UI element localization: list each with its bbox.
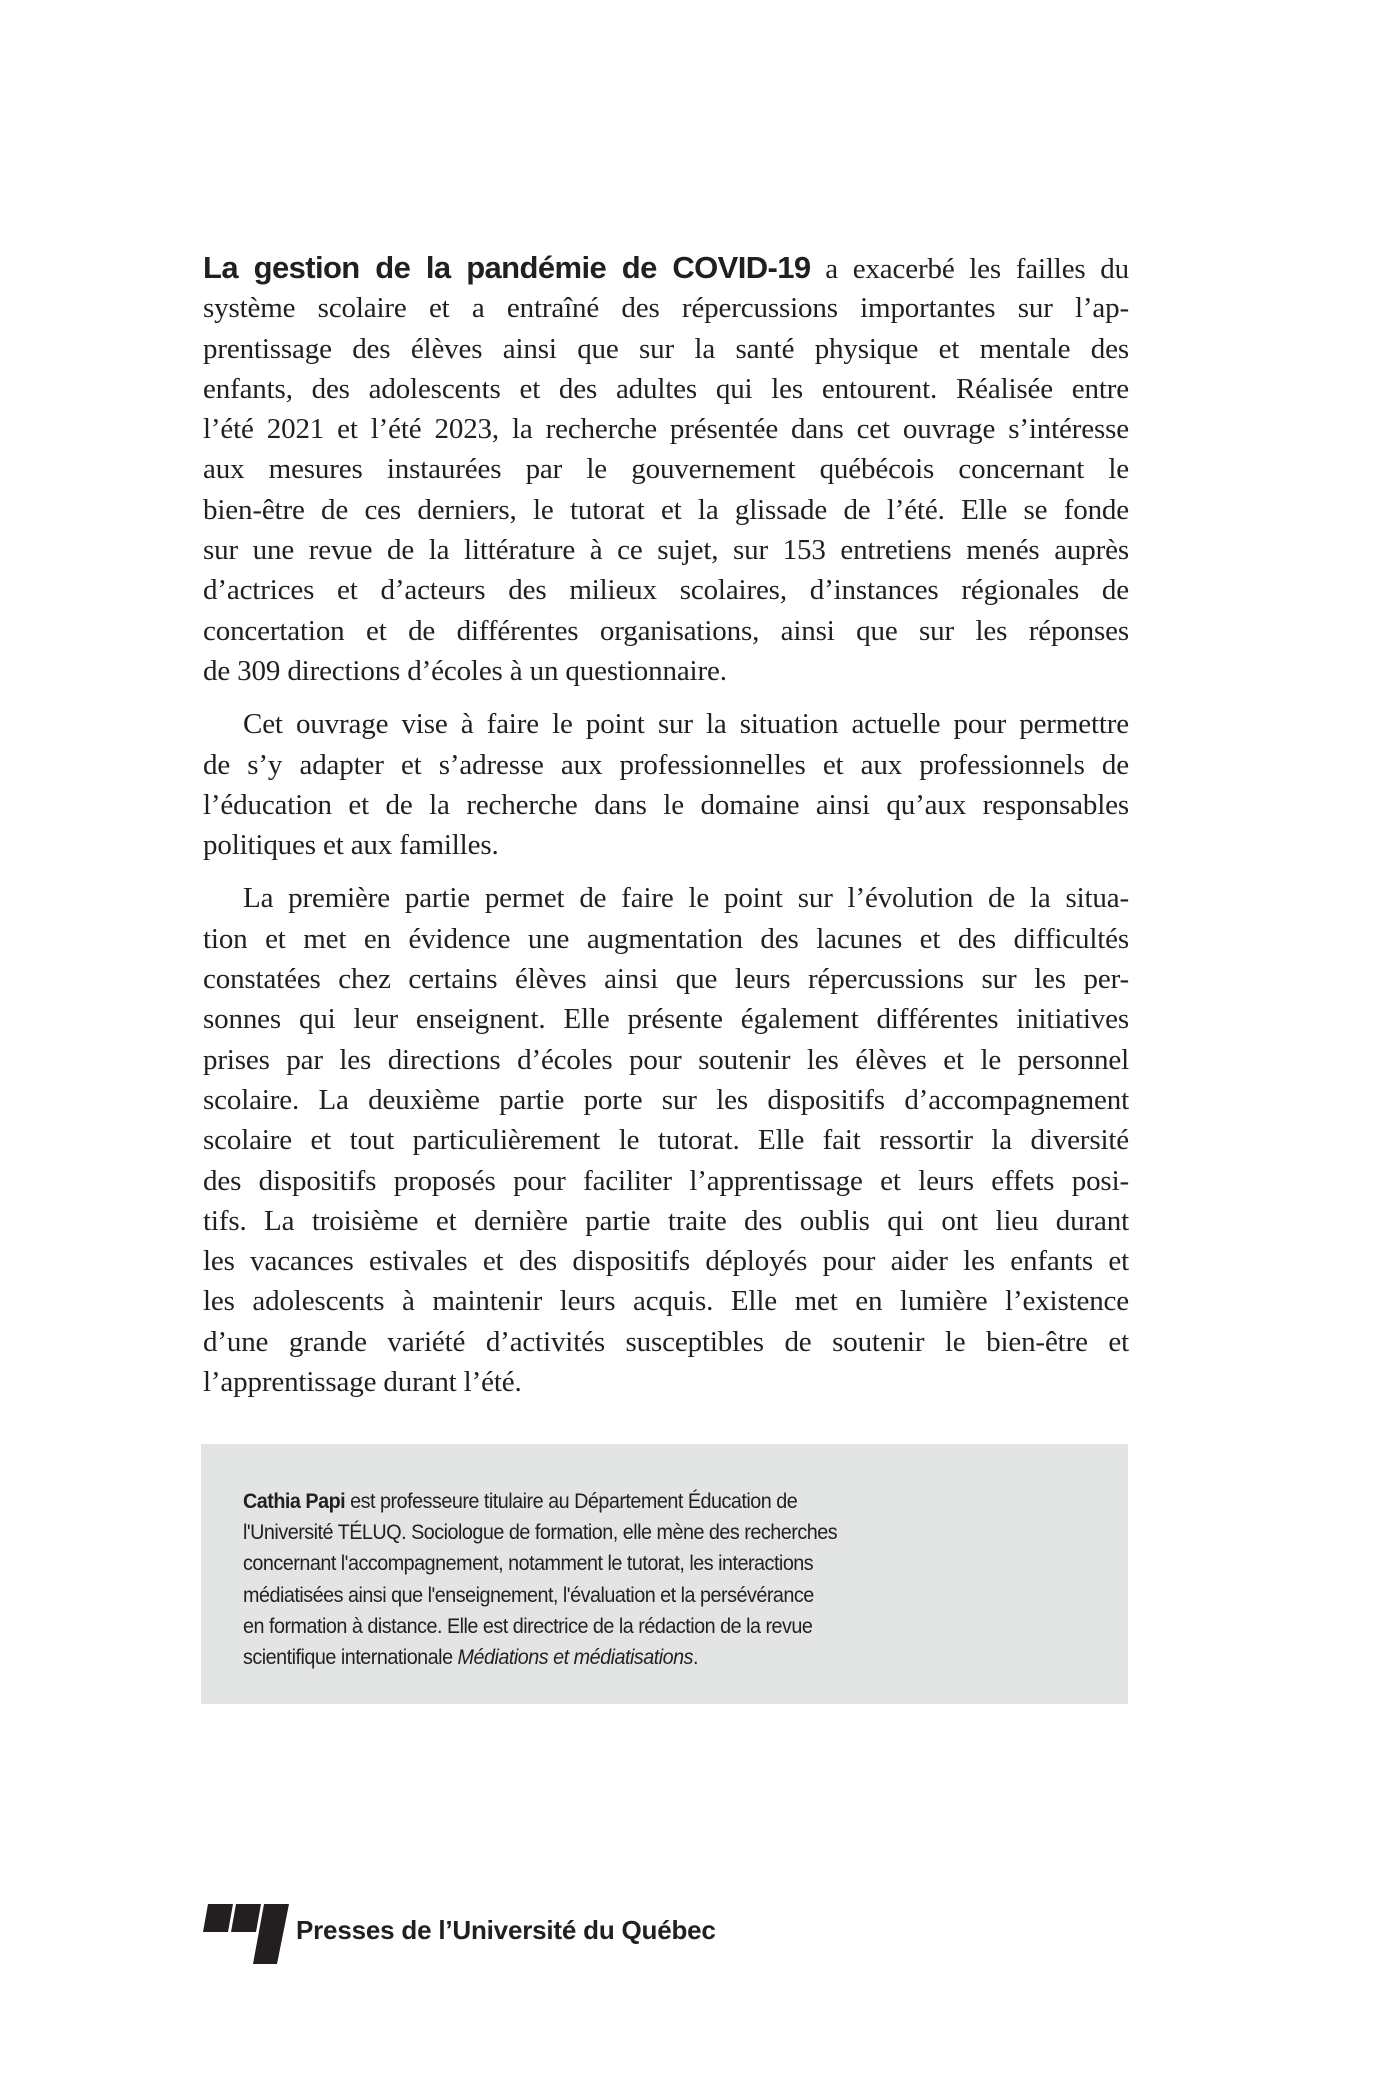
logo-bar-2 bbox=[231, 1904, 261, 1932]
summary-line: les adolescents à maintenir leurs acquis. Elle met en lumière l’existence bbox=[203, 1285, 1129, 1318]
summary-line: d’actrices et d’acteurs des milieux scolaires, d’instances régionales de bbox=[203, 574, 1129, 607]
paragraph-gap bbox=[203, 691, 1129, 704]
summary-line: de s’y adapter et s’adresse aux professionnelles et aux professionnels de bbox=[203, 748, 1129, 781]
summary-line: prentissage des élèves ainsi que sur la santé physique et mentale des bbox=[203, 332, 1129, 365]
bio-line: médiatisées ainsi que l'enseignement, l'évaluation et la persévérance bbox=[243, 1582, 814, 1607]
line-text: a exacerbé les failles du bbox=[810, 253, 1129, 285]
bio-line-text: scientifique internationale bbox=[243, 1645, 458, 1670]
paragraph-gap bbox=[203, 865, 1129, 878]
summary-text bbox=[203, 248, 1129, 1402]
summary-line: l’été 2021 et l’été 2023, la recherche présentée dans cet ouvrage s’intéresse bbox=[203, 413, 1129, 446]
journal-title: Médiations et médiatisations bbox=[457, 1645, 693, 1670]
summary-line: l’apprentissage durant l’été. bbox=[203, 1366, 522, 1399]
bio-line bbox=[243, 1642, 997, 1673]
bio-line bbox=[243, 1486, 997, 1517]
author-bio-text bbox=[243, 1486, 997, 1673]
author-name: Cathia Papi bbox=[243, 1489, 346, 1513]
author-bio-box bbox=[201, 1444, 1128, 1704]
summary-line: système scolaire et a entraîné des répercussions importantes sur l’ap- bbox=[203, 292, 1129, 325]
summary-line: les vacances estivales et des dispositifs déployés pour aider les enfants et bbox=[203, 1245, 1129, 1278]
summary-line: constatées chez certains élèves ainsi que leurs répercussions sur les per- bbox=[203, 963, 1129, 996]
summary-line: prises par les directions d’écoles pour soutenir les élèves et le personnel bbox=[203, 1043, 1129, 1076]
bio-line: concernant l'accompagnement, notamment le tutorat, les interactions bbox=[243, 1551, 814, 1576]
summary-line: scolaire et tout particulièrement le tutorat. Elle fait ressortir la diversité bbox=[203, 1124, 1129, 1157]
summary-line: politiques et aux familles. bbox=[203, 829, 499, 862]
summary-line: concertation et de différentes organisations, ainsi que sur les réponses bbox=[203, 614, 1129, 647]
summary-line: enfants, des adolescents et des adultes qui les entourent. Réalisée entre bbox=[203, 372, 1129, 405]
summary-line: des dispositifs proposés pour faciliter l’apprentissage et leurs effets posi- bbox=[203, 1164, 1129, 1197]
summary-line: sur une revue de la littérature à ce sujet, sur 153 entretiens menés auprès bbox=[203, 534, 1129, 567]
puq-logo-icon bbox=[203, 1902, 289, 1964]
bio-line-text: est professeure titulaire au Département Éducation de bbox=[345, 1489, 798, 1513]
summary-line: tion et met en évidence une augmentation des lacunes et des difficultés bbox=[203, 922, 1129, 955]
summary-line: bien-être de ces derniers, le tutorat et la glissade de l’été. Elle se fonde bbox=[203, 493, 1129, 526]
summary-line: l’éducation et de la recherche dans le domaine ainsi qu’aux responsables bbox=[203, 788, 1129, 821]
lead-heading: La gestion de la pandémie de COVID-19 bbox=[203, 250, 811, 285]
summary-line: de 309 directions d’écoles à un questionnaire. bbox=[203, 654, 727, 687]
publisher-block bbox=[203, 1902, 903, 1964]
summary-line bbox=[203, 248, 1129, 288]
summary-line: d’une grande variété d’activités susceptibles de soutenir le bien-être et bbox=[203, 1325, 1129, 1358]
bio-line-end: . bbox=[692, 1645, 698, 1670]
summary-line: sonnes qui leur enseignent. Elle présente également différentes initiatives bbox=[203, 1003, 1129, 1036]
summary-line: aux mesures instaurées par le gouvernement québécois concernant le bbox=[203, 453, 1129, 486]
logo-bar-1 bbox=[203, 1904, 233, 1932]
publisher-name: Presses de l’Université du Québec bbox=[296, 1915, 716, 1945]
bio-line: l'Université TÉLUQ. Sociologue de formation, elle mène des recherches bbox=[243, 1520, 838, 1545]
summary-line: La première partie permet de faire le point sur l’évolution de la situa- bbox=[243, 882, 1129, 915]
bio-line: en formation à distance. Elle est directrice de la rédaction de la revue bbox=[243, 1613, 813, 1638]
summary-line: tifs. La troisième et dernière partie traite des oublis qui ont lieu durant bbox=[203, 1204, 1129, 1237]
summary-line: scolaire. La deuxième partie porte sur les dispositifs d’accompagnement bbox=[203, 1083, 1129, 1116]
summary-line: Cet ouvrage vise à faire le point sur la situation actuelle pour permettre bbox=[243, 708, 1129, 741]
